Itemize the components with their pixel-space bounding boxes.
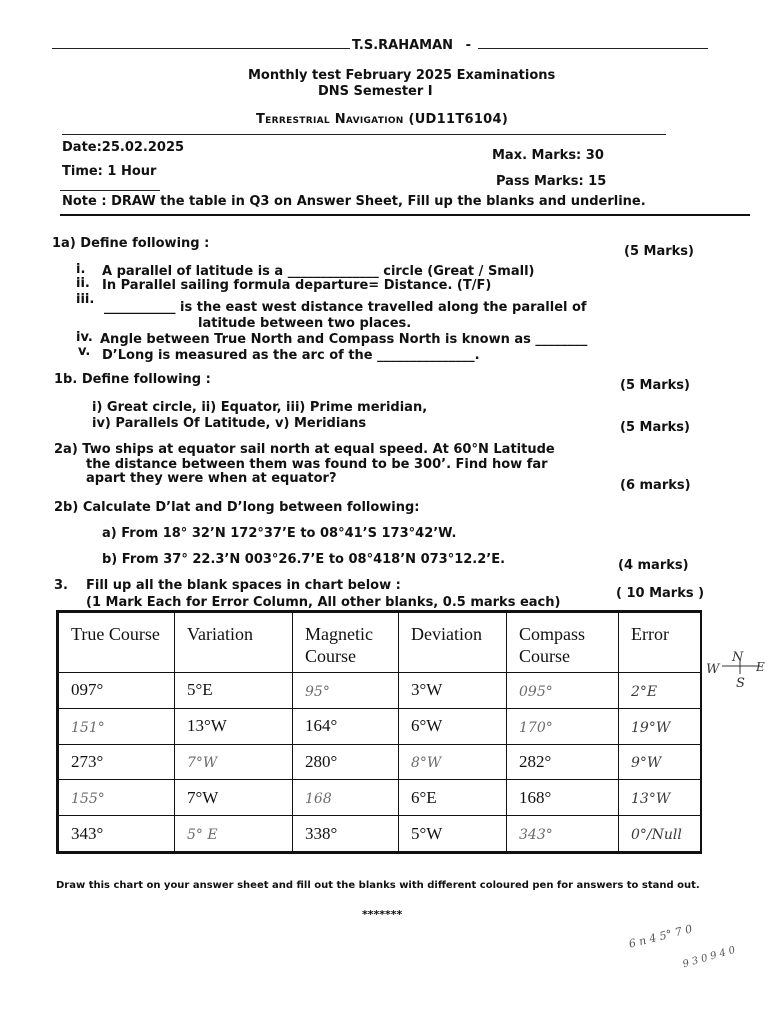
handwritten-answer: 151°: [71, 719, 105, 736]
handwritten-answer: 95°: [305, 683, 330, 700]
cell-value: 338°: [305, 823, 338, 843]
q1a-item-text: A parallel of latitude is a ______________ circle (Great / Small): [102, 264, 535, 279]
margin-scribble: 6 n 4 5° 7 0: [627, 922, 694, 951]
q1a-item-text: In Parallel sailing formula departure= Distance. (T/F): [102, 278, 492, 293]
exam-time: Time: 1 Hour: [62, 164, 157, 179]
magnetic-course-cell: [293, 816, 399, 852]
error-cell: [619, 744, 701, 780]
q1a-item-num: iv.: [76, 330, 93, 345]
handwritten-answer: 168: [305, 791, 332, 808]
cell-value: 5°W: [411, 823, 443, 843]
cell-value: 13°W: [187, 716, 227, 736]
compass-course-cell: [507, 673, 619, 709]
error-cell: [619, 780, 701, 816]
table-row: [59, 816, 701, 852]
error-cell: [619, 816, 701, 852]
q1a-item-num: iii.: [76, 292, 95, 307]
variation-cell: [175, 816, 293, 852]
q3-title: Fill up all the blank spaces in chart below :: [86, 578, 401, 593]
q1b-marks-2: (5 Marks): [620, 420, 690, 435]
compass-course-cell: [507, 744, 619, 780]
q1b-line: iv) Parallels Of Latitude, v) Meridians: [92, 416, 367, 431]
pass-marks: Pass Marks: 15: [496, 174, 607, 189]
cell-value: 164°: [305, 716, 338, 736]
header-true-course: True Course: [59, 613, 175, 673]
q1a-item-num: ii.: [76, 276, 90, 291]
true-course-cell: [59, 744, 175, 780]
header-magnetic-course: Magnetic Course: [293, 613, 399, 673]
handwritten-answer: 2°E: [631, 683, 658, 700]
error-cell: [619, 708, 701, 744]
cell-value: 273°: [71, 751, 104, 771]
q2a-line: apart they were when at equator?: [86, 471, 337, 486]
chart-header-row: [59, 613, 701, 673]
q1a-item-text: D’Long is measured as the arc of the _______________.: [102, 348, 480, 363]
deviation-cell: [399, 780, 507, 816]
cell-value: 6°E: [411, 787, 437, 807]
q2a-line: 2a) Two ships at equator sail north at equal speed. At 60°N Latitude: [54, 442, 555, 457]
q1a-item-text: latitude between two places.: [198, 316, 412, 331]
true-course-cell: [59, 673, 175, 709]
q1a-marks: (5 Marks): [624, 244, 694, 259]
cell-value: 6°W: [411, 716, 443, 736]
note-rule: [60, 190, 160, 191]
handwritten-answer: 0°/Null: [631, 827, 682, 844]
table-row: [59, 780, 701, 816]
variation-cell: [175, 780, 293, 816]
variation-cell: [175, 744, 293, 780]
q2a-line: the distance between them was found to be 300’. Find how far: [86, 457, 548, 472]
handwritten-answer: 5° E: [187, 827, 218, 844]
q2b-part-b: b) From 37° 22.3’N 003°26.7’E to 08°418’N 073°12.2’E.: [102, 552, 506, 567]
cell-value: 282°: [519, 751, 552, 771]
handwritten-answer: 19°W: [631, 719, 671, 736]
compass-note-e: E: [756, 660, 765, 674]
exam-note: Note : DRAW the table in Q3 on Answer Sheet, Fill up the blanks and underline.: [62, 194, 646, 209]
true-course-cell: [59, 708, 175, 744]
exam-date: Date:25.02.2025: [62, 140, 185, 155]
compass-error-chart: [56, 610, 702, 854]
subject-title: Terrestrial Navigation (UD11T6104): [256, 112, 509, 127]
true-course-cell: [59, 816, 175, 852]
max-marks: Max. Marks: 30: [492, 148, 604, 163]
compass-note-w: W: [706, 662, 720, 677]
footer-instruction: Draw this chart on your answer sheet and fill out the blanks with different coloured pen for answers to stand out.: [56, 880, 700, 891]
table-row: [59, 673, 701, 709]
compass-course-cell: [507, 816, 619, 852]
handwritten-answer: 343°: [519, 827, 553, 844]
cell-value: 5°E: [187, 680, 213, 700]
q1b-marks: (5 Marks): [620, 378, 690, 393]
compass-note-s: S: [736, 676, 745, 691]
q3-marks: ( 10 Marks ): [616, 586, 705, 601]
end-marker: *******: [362, 908, 403, 921]
magnetic-course-cell: [293, 744, 399, 780]
table-row: [59, 744, 701, 780]
cell-value: 3°W: [411, 680, 443, 700]
cell-value: 097°: [71, 680, 104, 700]
note-rule-bottom: [60, 214, 750, 216]
deviation-cell: [399, 744, 507, 780]
variation-cell: [175, 673, 293, 709]
header-deviation: Deviation: [399, 613, 507, 673]
q1a-title: 1a) Define following :: [52, 236, 210, 251]
magnetic-course-cell: [293, 708, 399, 744]
handwritten-answer: 170°: [519, 719, 553, 736]
handwritten-answer: 13°W: [631, 791, 671, 808]
compass-course-cell: [507, 780, 619, 816]
q2b-marks: (4 marks): [618, 558, 689, 573]
q1b-line: i) Great circle, ii) Equator, iii) Prime meridian,: [92, 400, 428, 415]
deviation-cell: [399, 673, 507, 709]
table-row: [59, 708, 701, 744]
handwritten-answer: 9°W: [631, 755, 662, 772]
cell-value: 280°: [305, 751, 338, 771]
meta-rule-top: [62, 134, 666, 135]
q3-subtitle: (1 Mark Each for Error Column, All other blanks, 0.5 marks each): [86, 595, 561, 610]
deviation-cell: [399, 708, 507, 744]
q1a-item-text: ___________ is the east west distance travelled along the parallel of: [104, 300, 587, 315]
header-error: Error: [619, 613, 701, 673]
q1a-item-text: Angle between True North and Compass North is known as ________: [100, 332, 588, 347]
compass-cross-icon: [720, 660, 764, 674]
header-variation: Variation: [175, 613, 293, 673]
header-rule-right: [478, 48, 708, 49]
header-rule-left: [52, 48, 350, 49]
magnetic-course-cell: [293, 673, 399, 709]
cell-value: 343°: [71, 823, 104, 843]
handwritten-answer: 7°W: [187, 755, 218, 772]
q2a-marks: (6 marks): [620, 478, 691, 493]
handwritten-answer: 8°W: [411, 755, 442, 772]
exam-semester: DNS Semester I: [318, 84, 433, 99]
cell-value: 7°W: [187, 787, 219, 807]
q2b-title: 2b) Calculate D’lat and D’long between following:: [54, 500, 420, 515]
compass-note-n: N: [732, 650, 744, 665]
q1a-item-num: i.: [76, 262, 86, 277]
deviation-cell: [399, 816, 507, 852]
compass-course-cell: [507, 708, 619, 744]
magnetic-course-cell: [293, 780, 399, 816]
author-name: T.S.RAHAMAN -: [352, 38, 471, 53]
cell-value: 168°: [519, 787, 552, 807]
q3-number: 3.: [54, 578, 68, 593]
q2b-part-a: a) From 18° 32’N 172°37’E to 08°41’S 173°42’W.: [102, 526, 457, 541]
q1b-title: 1b. Define following :: [54, 372, 211, 387]
handwritten-answer: 095°: [519, 683, 553, 700]
header-compass-course: Compass Course: [507, 613, 619, 673]
variation-cell: [175, 708, 293, 744]
error-cell: [619, 673, 701, 709]
exam-title: Monthly test February 2025 Examinations: [248, 68, 556, 83]
q1a-item-num: v.: [78, 344, 91, 359]
margin-scribble: 9 3 0 9 4 0: [681, 944, 737, 971]
handwritten-answer: 155°: [71, 791, 105, 808]
true-course-cell: [59, 780, 175, 816]
